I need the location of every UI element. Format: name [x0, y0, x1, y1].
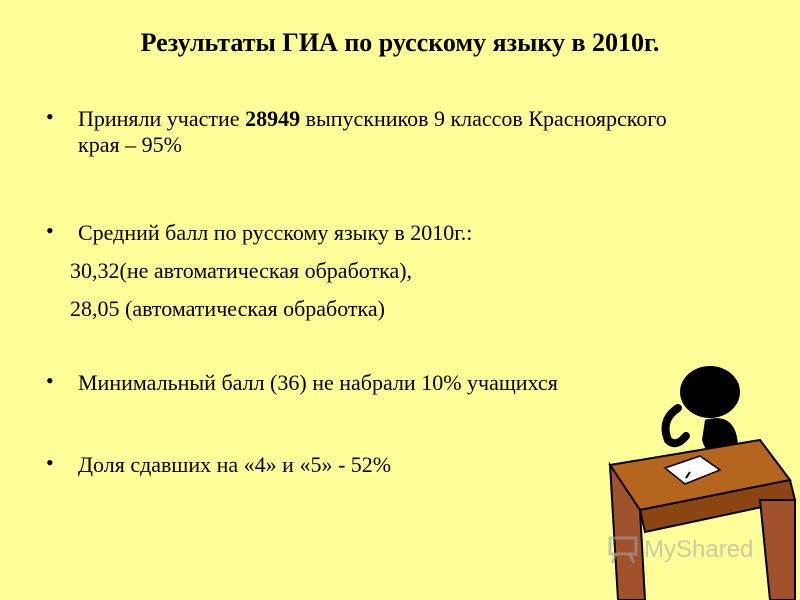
student-head — [680, 366, 740, 418]
bullet-participants — [78, 106, 698, 158]
watermark-text: MyShared — [644, 536, 754, 563]
bullet-marker: • — [46, 218, 54, 243]
participants-count: 28949 — [245, 106, 301, 131]
average-score-auto: 28,05 (автоматическая обработка) — [70, 296, 385, 321]
presentation-board-icon — [608, 536, 638, 564]
bullet-marker: • — [46, 368, 54, 393]
student-at-desk-clipart — [590, 360, 800, 600]
average-score-manual: 30,32(не автоматическая обработка), — [70, 258, 413, 283]
desk-right-panel — [760, 500, 795, 600]
bullet-text: Приняли участие — [78, 106, 246, 131]
bullet-share-4-5: Доля сдавших на «4» и «5» - 52% — [78, 452, 392, 477]
bullet-text: выпускников 9 классов Красноярского края – 95% — [78, 106, 667, 157]
bullet-marker: • — [46, 450, 54, 475]
bullet-min-score: Минимальный балл (36) не набрали 10% учащихся — [78, 370, 558, 395]
slide-title: Результаты ГИА по русскому языку в 2010г. — [140, 28, 660, 57]
myshared-watermark — [608, 536, 753, 564]
bullet-average-score: Средний балл по русскому языку в 2010г.: — [78, 220, 473, 245]
bullet-marker: • — [46, 104, 54, 129]
student-arm — [666, 408, 686, 443]
